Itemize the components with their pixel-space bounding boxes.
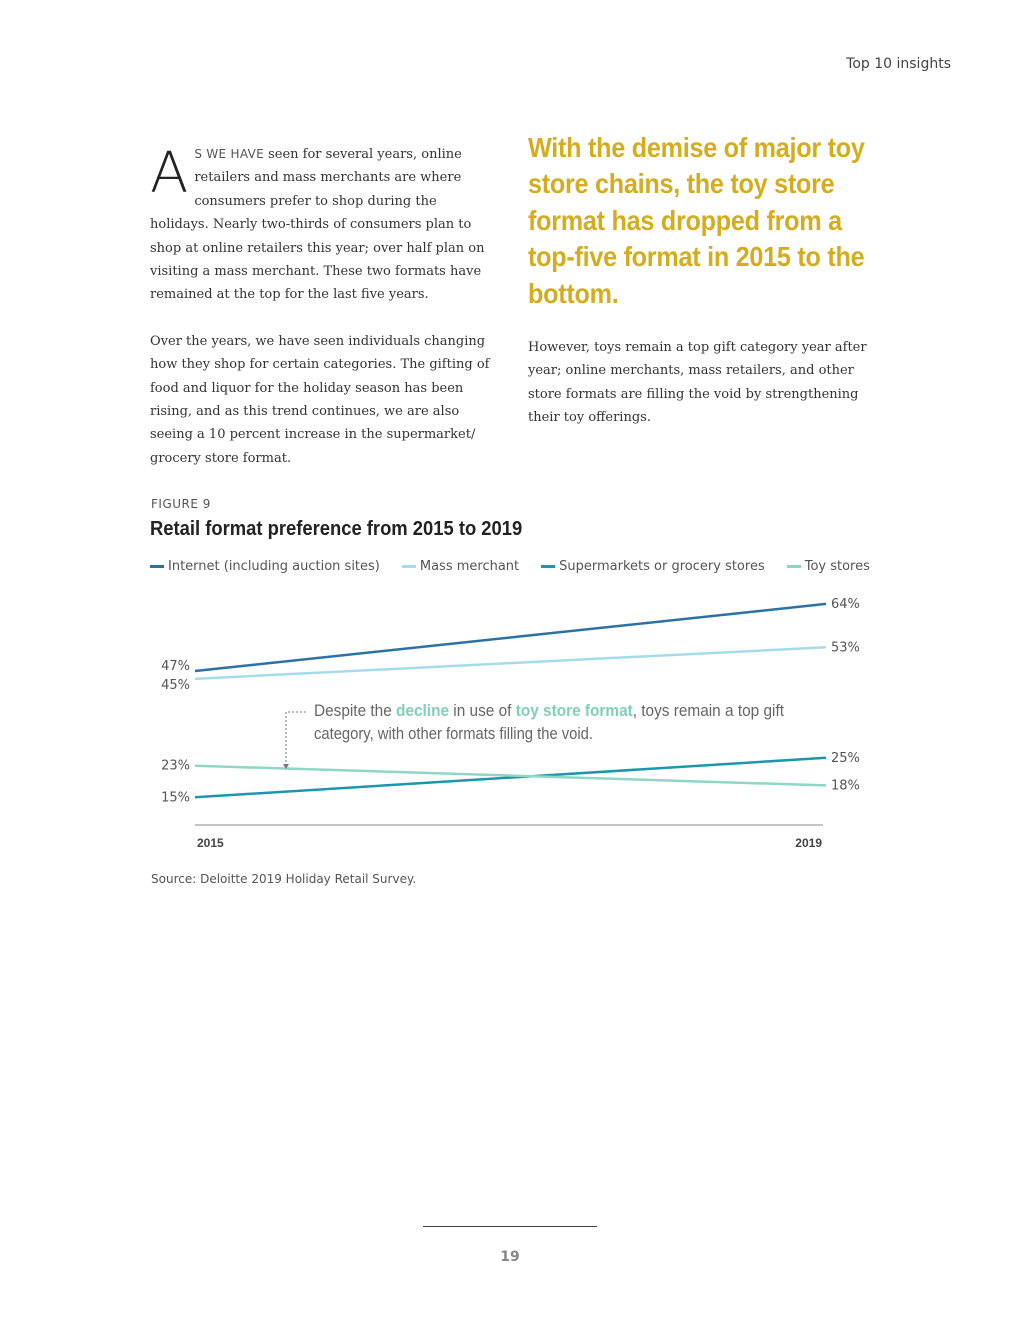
pull-quote: With the demise of major toy store chains, the toy store format has dropped from a top-five format in 2015 to the bottom. <box>528 132 865 309</box>
section-label: Top 10 insights <box>846 56 951 72</box>
annotation-mid: in use of <box>449 701 523 720</box>
data-label-2015-toy-stores: 23% <box>161 758 190 774</box>
footer-rule <box>423 1226 597 1227</box>
annotation-line-1 <box>314 701 800 720</box>
annotation-leader <box>286 712 306 765</box>
annotation-post: , toys remain a top gift <box>632 701 800 720</box>
legend-label-supermarkets: Supermarkets or grocery stores <box>559 559 765 574</box>
page-number: 19 <box>500 1249 520 1265</box>
figure-label: FIGURE 9 <box>151 497 211 511</box>
annotation-emphasis-toy-store: toy store format <box>515 701 646 720</box>
series-line-mass-merchant <box>195 647 826 679</box>
data-label-2015-mass-merchant: 45% <box>161 677 190 693</box>
annotation-emphasis-decline: decline <box>396 701 455 720</box>
series-line-supermarkets-or-grocery-stores <box>195 758 826 797</box>
data-label-2019-mass-merchant: 53% <box>831 640 860 656</box>
lead-smallcaps: S WE HAVE <box>194 147 264 161</box>
series-line-internet-including-auction-sites <box>195 604 826 671</box>
data-label-2015-supermarkets-or-grocery-stores: 15% <box>161 790 190 806</box>
x-tick-2019: 2019 <box>795 836 822 850</box>
legend-label-mass-merchant: Mass merchant <box>419 559 520 574</box>
second-paragraph: Over the years, we have seen individuals changing how they shop for certain categories. The gifting of food and liquor for the holiday season has been rising, and as this trend continues, we are also seeing a 10 percent increase in the supermarket/ grocery store format. <box>150 333 490 466</box>
right-paragraph: However, toys remain a top gift category year after year; online merchants, mass retailers, and other store formats are filling the void by strengthening their toy offerings. <box>528 340 867 426</box>
series-line-toy-stores <box>195 766 826 786</box>
legend-label-toy-stores: Toy stores <box>804 559 870 574</box>
data-label-2015-internet-including-auction-sites: 47% <box>161 658 190 674</box>
data-label-2019-internet-including-auction-sites: 64% <box>831 596 860 612</box>
drop-cap: A <box>150 141 189 206</box>
intro-paragraph-text: seen for several years, online retailers and mass merchants are where consumers prefer to shop during the holidays. Nearly two-thirds of consumers plan to shop at online retailers this year; over half plan on visiting a mass merchant. These two formats have remained at the top for the last five years. <box>150 147 485 303</box>
data-label-2019-toy-stores: 18% <box>831 778 860 794</box>
x-tick-2015: 2015 <box>197 836 224 850</box>
legend-label-internet: Internet (including auction sites) <box>168 559 380 574</box>
figure-title: Retail format preference from 2015 to 2019 <box>150 518 523 540</box>
annotation-line-2: category, with other formats filling the void. <box>314 724 593 743</box>
annotation-pre: Despite the <box>314 701 405 720</box>
figure-source: Source: Deloitte 2019 Holiday Retail Survey. <box>151 872 417 886</box>
data-label-2019-supermarkets-or-grocery-stores: 25% <box>831 750 860 766</box>
